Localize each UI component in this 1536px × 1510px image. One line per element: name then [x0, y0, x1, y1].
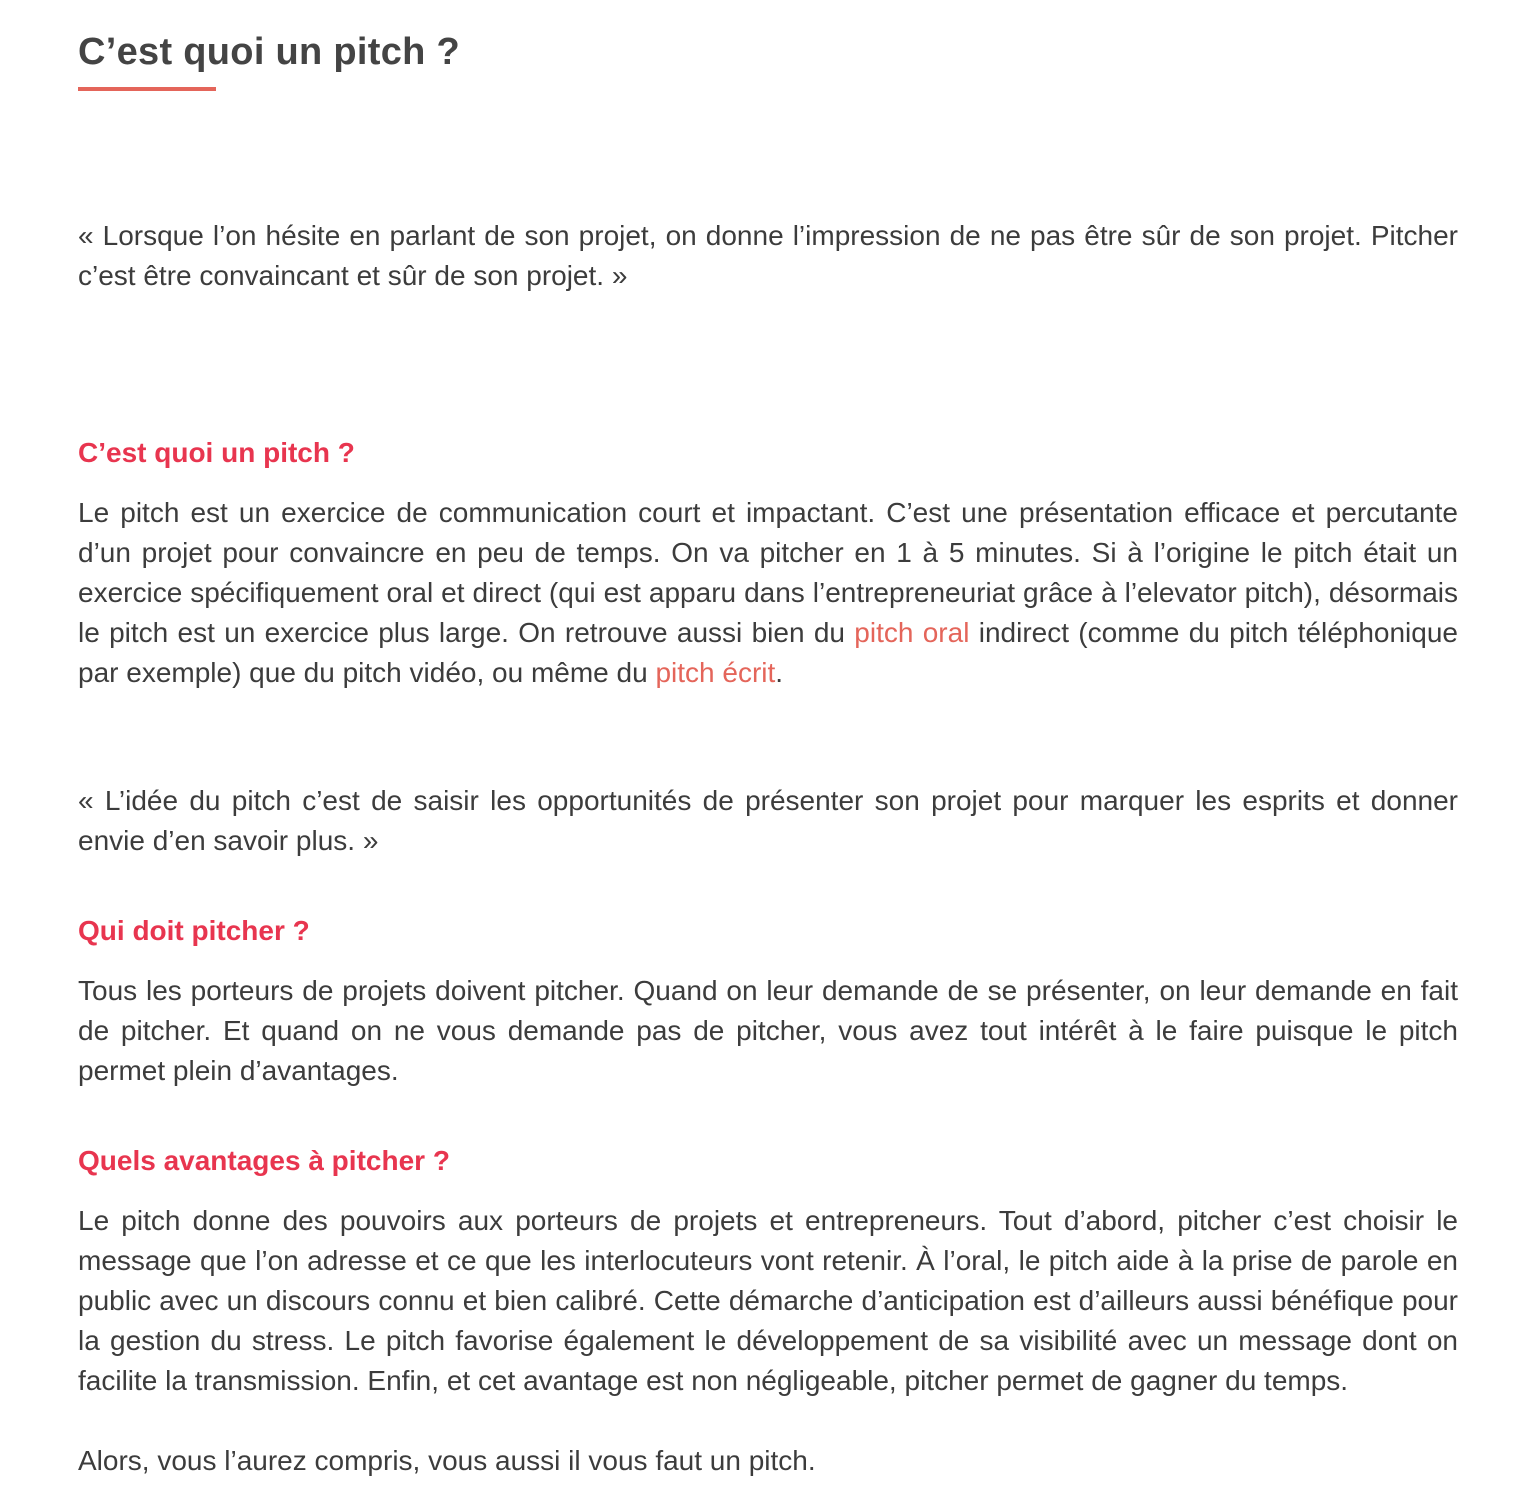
- section-heading-who-should-pitch: Qui doit pitcher ?: [78, 915, 310, 946]
- section-paragraph-who-should-pitch: Tous les porteurs de projets doivent pitcher. Quand on leur demande de se présenter, on leur demande en fait de pitcher. Et quand on ne vous demande pas de pitcher, vous avez tout intérêt à le faire puisque le pitch permet plein d’avantages.: [78, 975, 1458, 1086]
- section-heading-what-is-pitch: C’est quoi un pitch ?: [78, 437, 355, 468]
- pitch-oral-link[interactable]: pitch oral: [854, 617, 970, 648]
- section-paragraph-what-is-pitch: [78, 493, 1458, 693]
- title-underline-divider: [78, 87, 216, 91]
- paragraph-text: .: [775, 657, 784, 688]
- conclusion-text: Alors, vous l’aurez compris, vous aussi il vous faut un pitch.: [78, 1445, 816, 1476]
- section-heading-advantages: Quels avantages à pitcher ?: [78, 1145, 450, 1176]
- paragraph-text: Le pitch est un exercice de communication court et impactant. C’est une présentation efficace et percutante d’un projet pour convaincre en peu de temps. On va pitcher en 1 à 5 minutes. Si à l’origine le pitch était un exercice spécifiquement oral et direct (qui est apparu dans l’entrepreneuriat grâce à l’elevator pitch), désormais le pitch est un exercice plus large. On retrouve aussi bien du: [78, 497, 1458, 648]
- pitch-ecrit-link[interactable]: pitch écrit: [655, 657, 776, 688]
- pitch-idea-quote: « L’idée du pitch c’est de saisir les opportunités de présenter son projet pour marquer les esprits et donner envie d’en savoir plus. »: [78, 785, 1458, 856]
- page-title: C’est quoi un pitch ?: [78, 31, 461, 73]
- intro-quote: « Lorsque l’on hésite en parlant de son projet, on donne l’impression de ne pas être sûr de son projet. Pitcher c’est être convaincant et sûr de son projet. »: [78, 220, 1458, 291]
- paragraph-text: indirect (comme du pitch téléphonique par exemple) que du pitch vidéo, ou même du: [78, 617, 1458, 688]
- section-paragraph-advantages: Le pitch donne des pouvoirs aux porteurs de projets et entrepreneurs. Tout d’abord, pitcher c’est choisir le message que l’on adresse et ce que les interlocuteurs vont retenir. À l’oral, le pitch aide à la prise de parole en public avec un discours connu et bien calibré. Cette démarche d’anticipation est d’ailleurs aussi bénéfique pour la gestion du stress. Le pitch favorise également le développement de sa visibilité avec un message dont on facilite la transmission. Enfin, et cet avantage est non négligeable, pitcher permet de gagner du temps.: [78, 1205, 1458, 1396]
